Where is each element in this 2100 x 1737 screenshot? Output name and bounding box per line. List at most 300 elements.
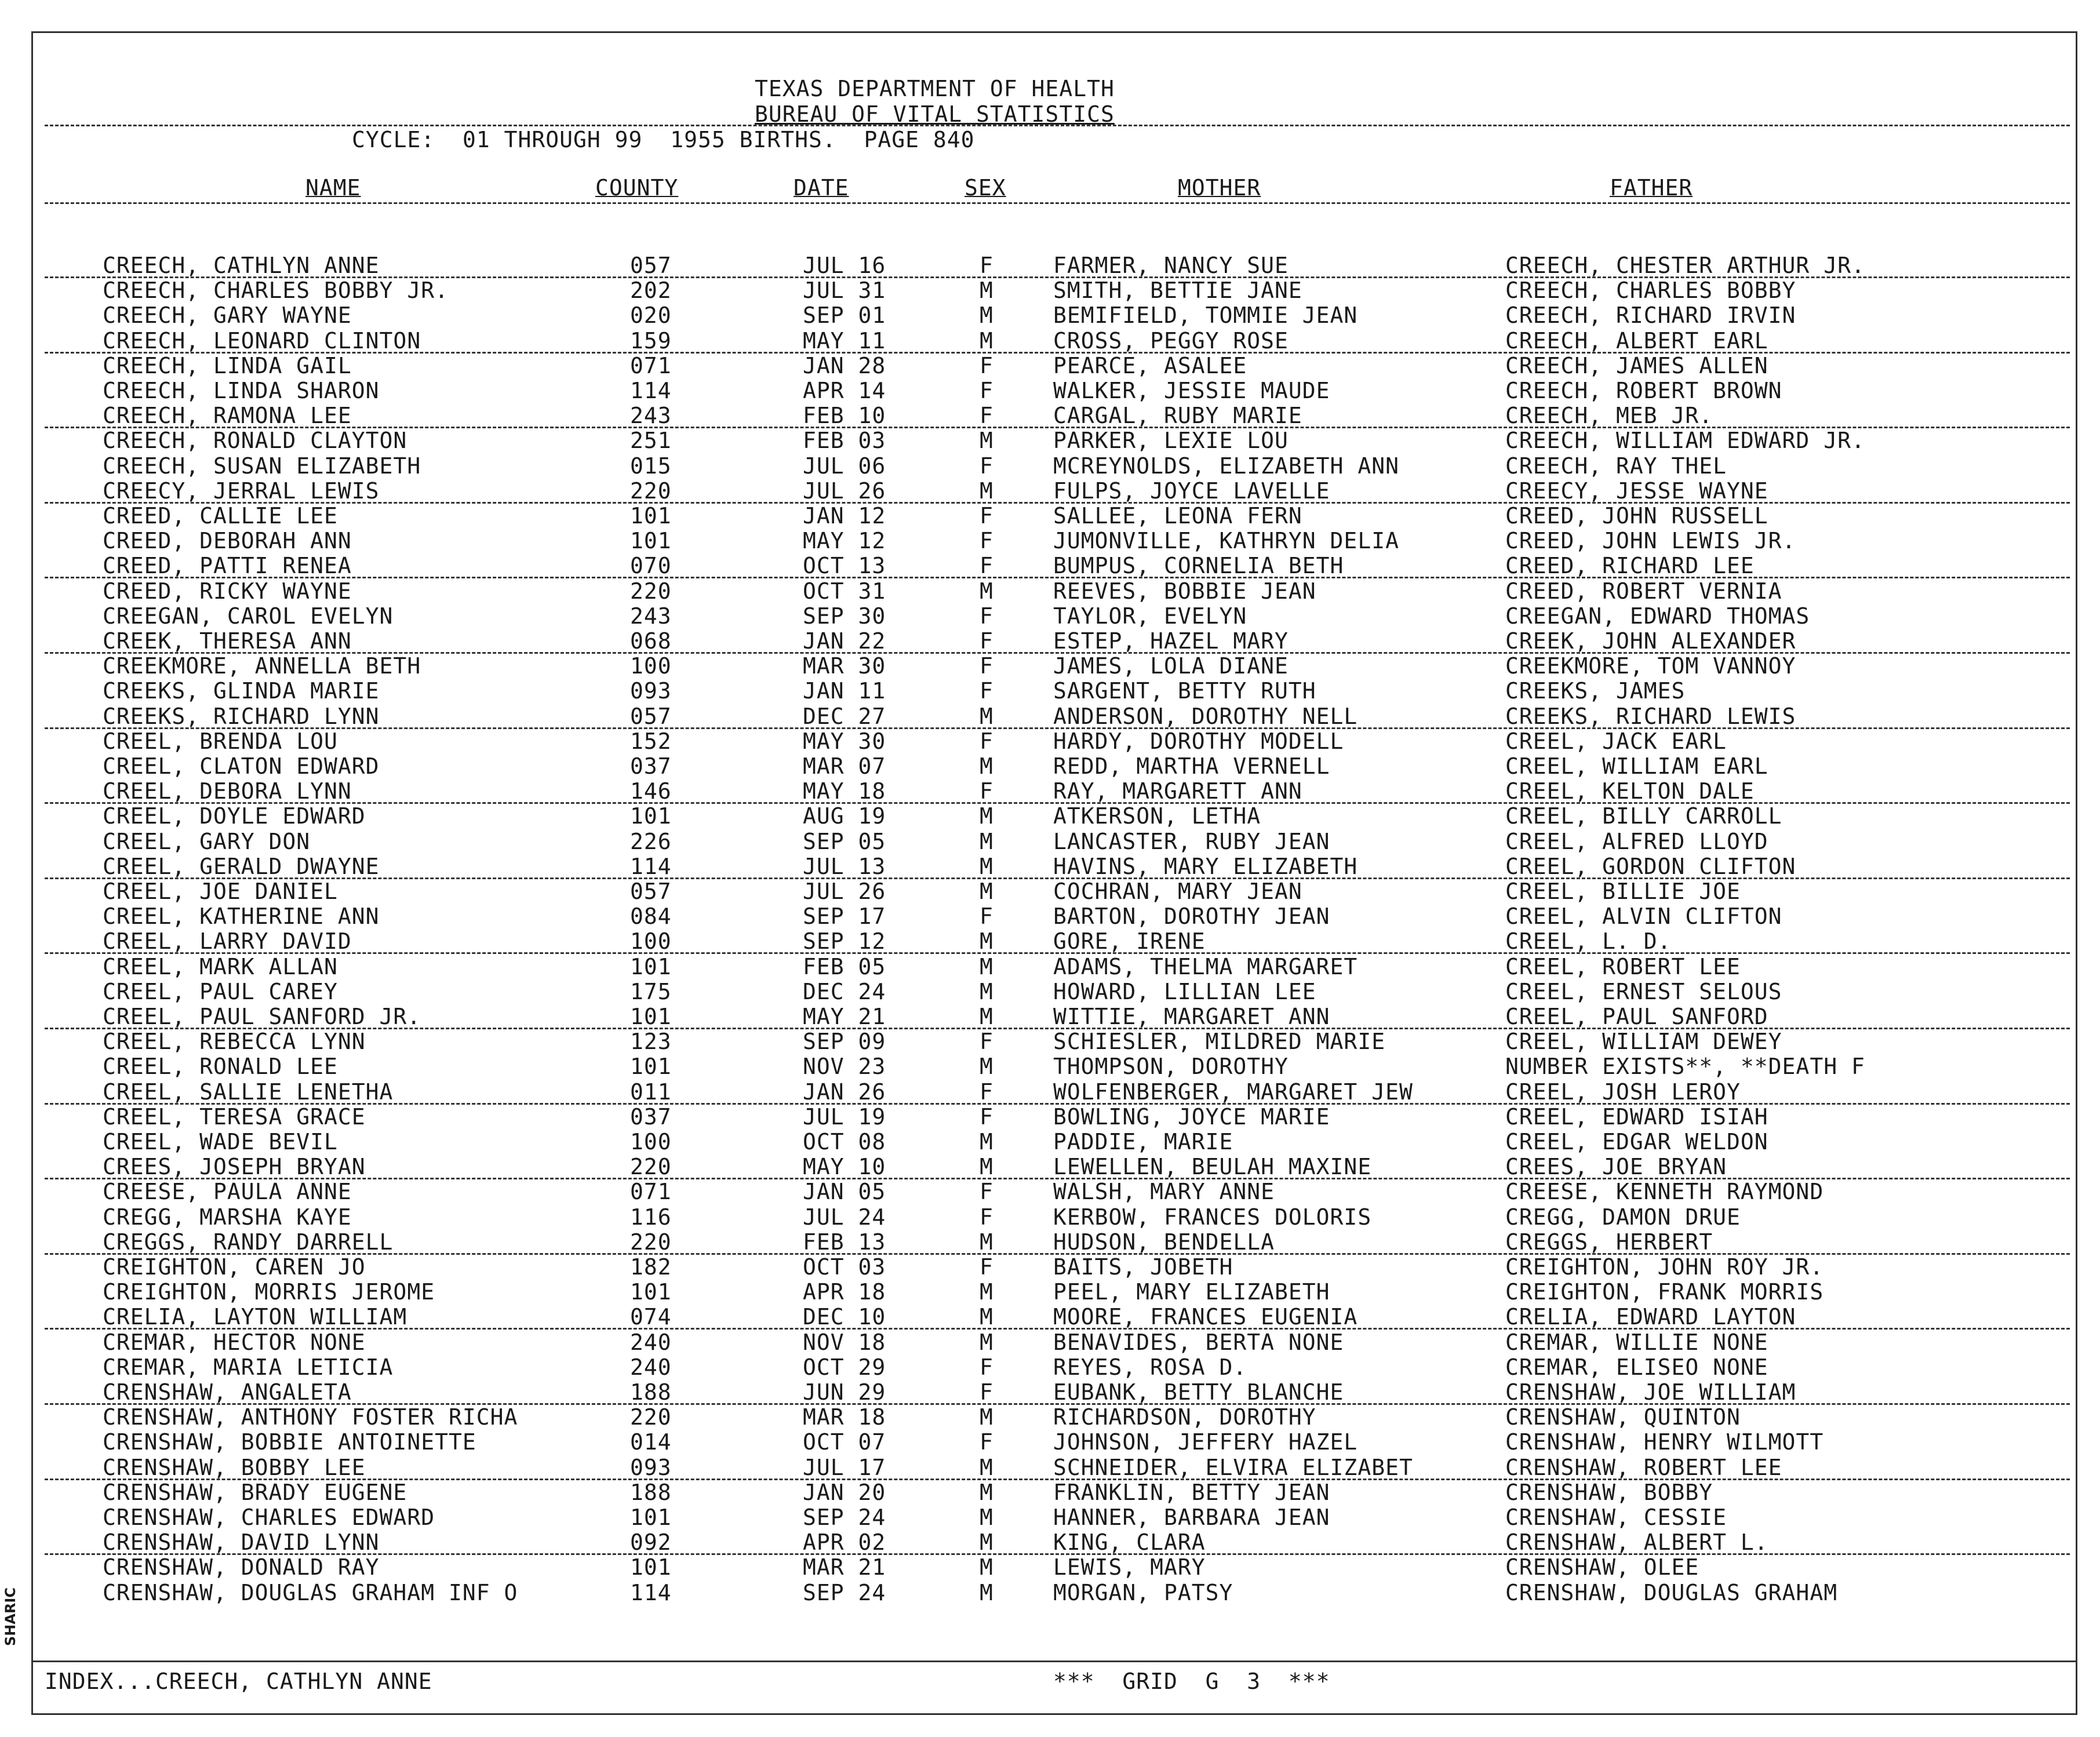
table-row — [33, 1380, 2076, 1405]
cell-sex: F — [980, 253, 993, 278]
cell-date: SEP 24 — [803, 1579, 886, 1605]
cell-mother: SMITH, BETTIE JANE — [1053, 278, 1302, 304]
cell-name: CRENSHAW, DONALD RAY — [103, 1554, 380, 1581]
cell-name: CREEL, KATHERINE ANN — [103, 904, 380, 930]
cell-mother: HAVINS, MARY ELIZABETH — [1053, 853, 1358, 879]
cell-name: CREECH, GARY WAYNE — [103, 303, 352, 329]
cell-mother: MORGAN, PATSY — [1053, 1579, 1233, 1605]
cell-date: NOV 18 — [803, 1329, 886, 1355]
cell-mother: PARKER, LEXIE LOU — [1053, 428, 1289, 454]
cell-name: CRENSHAW, BOBBIE ANTOINETTE — [103, 1429, 476, 1455]
cell-mother: PADDIE, MARIE — [1053, 1129, 1233, 1155]
cell-date: JAN 22 — [803, 628, 886, 654]
cell-county: 101 — [630, 503, 672, 529]
cell-sex: F — [980, 1379, 993, 1405]
cell-mother: EUBANK, BETTY BLANCHE — [1053, 1379, 1344, 1405]
cell-sex: M — [980, 1530, 993, 1556]
cell-father: CREEL, EDGAR WELDON — [1505, 1129, 1768, 1155]
cell-sex: F — [980, 1204, 993, 1230]
cell-county: 093 — [630, 678, 672, 704]
cell-name: CREEGAN, CAROL EVELYN — [103, 603, 394, 629]
cell-father: CRENSHAW, ROBERT LEE — [1505, 1454, 1782, 1480]
cell-name: CREEL, WADE BEVIL — [103, 1129, 338, 1155]
cell-county: 240 — [630, 1329, 672, 1355]
cell-date: SEP 24 — [803, 1505, 886, 1530]
cell-mother: LEWIS, MARY — [1053, 1554, 1206, 1581]
table-row — [33, 604, 2076, 629]
cell-mother: WOLFENBERGER, MARGARET JEW — [1053, 1079, 1413, 1105]
cell-county: 116 — [630, 1204, 672, 1230]
cell-county: 100 — [630, 653, 672, 679]
cell-sex: F — [980, 453, 993, 479]
cell-mother: PEARCE, ASALEE — [1053, 352, 1247, 378]
cell-date: JAN 11 — [803, 678, 886, 704]
col-sex: SEX — [965, 175, 1006, 201]
cell-name: CREECH, LINDA SHARON — [103, 378, 380, 403]
cell-father: CREECH, JAMES ALLEN — [1505, 352, 1768, 378]
cell-father: CRENSHAW, JOE WILLIAM — [1505, 1379, 1796, 1405]
cell-mother: ADAMS, THELMA MARGARET — [1053, 953, 1358, 979]
table-row — [33, 329, 2076, 354]
cell-mother: BAITS, JOBETH — [1053, 1254, 1233, 1280]
cell-name: CREEL, TERESA GRACE — [103, 1104, 366, 1130]
cell-sex: M — [980, 1505, 993, 1530]
cell-county: 015 — [630, 453, 672, 479]
table-row — [33, 1230, 2076, 1255]
cell-date: DEC 10 — [803, 1304, 886, 1330]
cell-mother: SCHIESLER, MILDRED MARIE — [1053, 1029, 1386, 1055]
cell-sex: F — [980, 1179, 993, 1205]
cell-mother: FRANKLIN, BETTY JEAN — [1053, 1479, 1330, 1505]
cell-mother: PEEL, MARY ELIZABETH — [1053, 1279, 1330, 1305]
cell-county: 101 — [630, 1279, 672, 1305]
cell-name: CREEKS, RICHARD LYNN — [103, 703, 380, 729]
cell-father: CREED, JOHN LEWIS JR. — [1505, 528, 1796, 554]
cell-date: JUL 13 — [803, 853, 886, 879]
cell-county: 101 — [630, 953, 672, 979]
cell-father: CREECH, RICHARD IRVIN — [1505, 303, 1796, 329]
cell-sex: M — [980, 753, 993, 779]
cell-name: CRENSHAW, BRADY EUGENE — [103, 1479, 407, 1505]
cell-father: CREECY, JESSE WAYNE — [1505, 478, 1768, 504]
cell-name: CREECH, RAMONA LEE — [103, 403, 352, 429]
cell-date: OCT 03 — [803, 1254, 886, 1280]
cell-mother: REEVES, BOBBIE JEAN — [1053, 578, 1316, 604]
cell-county: 182 — [630, 1254, 672, 1280]
cell-sex: F — [980, 1254, 993, 1280]
cell-mother: ATKERSON, LETHA — [1053, 803, 1261, 829]
cell-father: CREESE, KENNETH RAYMOND — [1505, 1179, 1824, 1205]
cell-county: 220 — [630, 578, 672, 604]
cell-date: OCT 29 — [803, 1354, 886, 1380]
cell-county: 057 — [630, 253, 672, 278]
cell-sex: F — [980, 603, 993, 629]
cell-date: MAR 07 — [803, 753, 886, 779]
table-row — [33, 955, 2076, 979]
cell-county: 071 — [630, 352, 672, 378]
table-row — [33, 754, 2076, 779]
cell-mother: LANCASTER, RUBY JEAN — [1053, 828, 1330, 854]
cell-county: 101 — [630, 1554, 672, 1581]
cell-mother: KING, CLARA — [1053, 1530, 1206, 1556]
cell-county: 220 — [630, 1154, 672, 1180]
cell-father: CREEL, ALVIN CLIFTON — [1505, 904, 1782, 930]
cell-mother: WALSH, MARY ANNE — [1053, 1179, 1275, 1205]
cell-county: 202 — [630, 278, 672, 304]
cell-sex: F — [980, 503, 993, 529]
table-row — [33, 579, 2076, 604]
cell-county: 226 — [630, 828, 672, 854]
cell-mother: HUDSON, BENDELLA — [1053, 1229, 1275, 1255]
cell-county: 220 — [630, 1229, 672, 1255]
cell-county: 057 — [630, 703, 672, 729]
cell-mother: SARGENT, BETTY RUTH — [1053, 678, 1316, 704]
cell-mother: SCHNEIDER, ELVIRA ELIZABET — [1053, 1454, 1413, 1480]
cell-date: AUG 19 — [803, 803, 886, 829]
table-row — [33, 378, 2076, 403]
cell-sex: M — [980, 1454, 993, 1480]
cell-name: CREGG, MARSHA KAYE — [103, 1204, 352, 1230]
cell-mother: HOWARD, LILLIAN LEE — [1053, 978, 1316, 1004]
cell-father: CREES, JOE BRYAN — [1505, 1154, 1727, 1180]
cell-county: 188 — [630, 1379, 672, 1405]
cell-county: 020 — [630, 303, 672, 329]
table-row — [33, 1255, 2076, 1280]
cell-name: CREEK, THERESA ANN — [103, 628, 352, 654]
table-row — [33, 1080, 2076, 1105]
cell-father: CREEL, PAUL SANFORD — [1505, 1004, 1768, 1029]
cell-father: CRELIA, EDWARD LAYTON — [1505, 1304, 1796, 1330]
cell-father: CREEKS, RICHARD LEWIS — [1505, 703, 1796, 729]
cell-sex: M — [980, 1154, 993, 1180]
cell-name: CREGGS, RANDY DARRELL — [103, 1229, 394, 1255]
column-header-divider — [45, 202, 2070, 204]
cell-name: CRENSHAW, DAVID LYNN — [103, 1530, 380, 1556]
table-row — [33, 1054, 2076, 1079]
cell-sex: M — [980, 853, 993, 879]
cell-name: CREECY, JERRAL LEWIS — [103, 478, 380, 504]
cell-date: SEP 17 — [803, 904, 886, 930]
cell-sex: M — [980, 1304, 993, 1330]
table-row — [33, 1581, 2076, 1605]
cell-date: JUL 17 — [803, 1454, 886, 1480]
cell-county: 037 — [630, 1104, 672, 1130]
cell-date: JAN 12 — [803, 503, 886, 529]
cell-date: NOV 23 — [803, 1054, 886, 1080]
cell-name: CREEL, REBECCA LYNN — [103, 1029, 366, 1055]
cell-date: MAY 11 — [803, 327, 886, 354]
cell-father: CREEKS, JAMES — [1505, 678, 1686, 704]
header-divider — [45, 125, 2070, 126]
cell-date: MAR 18 — [803, 1404, 886, 1430]
cell-father: CRENSHAW, QUINTON — [1505, 1404, 1741, 1430]
cell-father: CREGG, DAMON DRUE — [1505, 1204, 1741, 1230]
cell-date: APR 14 — [803, 378, 886, 403]
footer-index: INDEX...CREECH, CATHLYN ANNE — [45, 1669, 432, 1694]
cell-father: CREIGHTON, JOHN ROY JR. — [1505, 1254, 1824, 1280]
cell-date: OCT 08 — [803, 1129, 886, 1155]
cell-mother: REDD, MARTHA VERNELL — [1053, 753, 1330, 779]
cell-date: JUL 26 — [803, 478, 886, 504]
side-tag: SHARIC — [2, 1587, 19, 1646]
table-row — [33, 904, 2076, 929]
cell-date: FEB 10 — [803, 403, 886, 429]
table-row — [33, 1555, 2076, 1580]
cell-mother: ANDERSON, DOROTHY NELL — [1053, 703, 1358, 729]
cell-name: CREESE, PAULA ANNE — [103, 1179, 352, 1205]
table-row — [33, 1280, 2076, 1305]
cell-father: CREEL, WILLIAM EARL — [1505, 753, 1768, 779]
cell-sex: F — [980, 403, 993, 429]
cell-date: JUL 16 — [803, 253, 886, 278]
cell-sex: M — [980, 1054, 993, 1080]
cell-sex: M — [980, 803, 993, 829]
cell-sex: M — [980, 879, 993, 904]
cell-date: MAY 21 — [803, 1004, 886, 1029]
cell-county: 101 — [630, 803, 672, 829]
cell-date: OCT 07 — [803, 1429, 886, 1455]
cell-name: CRENSHAW, DOUGLAS GRAHAM INF O — [103, 1579, 518, 1605]
col-mother: MOTHER — [1178, 175, 1261, 201]
cell-mother: JAMES, LOLA DIANE — [1053, 653, 1289, 679]
cell-name: CREEL, RONALD LEE — [103, 1054, 338, 1080]
cell-county: 114 — [630, 378, 672, 403]
cell-mother: MCREYNOLDS, ELIZABETH ANN — [1053, 453, 1399, 479]
cell-sex: F — [980, 553, 993, 579]
cell-mother: BARTON, DOROTHY JEAN — [1053, 904, 1330, 930]
table-row — [33, 1004, 2076, 1029]
cell-sex: M — [980, 1404, 993, 1430]
cell-county: 220 — [630, 478, 672, 504]
cell-father: CREEL, L. D. — [1505, 928, 1672, 955]
cell-mother: HARDY, DOROTHY MODELL — [1053, 728, 1344, 754]
table-row — [33, 1430, 2076, 1455]
cell-county: 101 — [630, 1054, 672, 1080]
cell-father: CREMAR, WILLIE NONE — [1505, 1329, 1768, 1355]
cell-father: CREIGHTON, FRANK MORRIS — [1505, 1279, 1824, 1305]
cell-father: CREGGS, HERBERT — [1505, 1229, 1713, 1255]
cell-mother: RAY, MARGARETT ANN — [1053, 778, 1302, 804]
cell-county: 114 — [630, 1579, 672, 1605]
cell-date: MAY 18 — [803, 778, 886, 804]
cell-county: 175 — [630, 978, 672, 1004]
col-name: NAME — [305, 175, 361, 201]
table-row — [33, 779, 2076, 804]
cell-sex: F — [980, 904, 993, 930]
table-row — [33, 253, 2076, 278]
cell-father: CREMAR, ELISEO NONE — [1505, 1354, 1768, 1380]
cell-father: CREED, JOHN RUSSELL — [1505, 503, 1768, 529]
cell-sex: F — [980, 678, 993, 704]
table-row — [33, 1130, 2076, 1155]
table-row — [33, 1455, 2076, 1480]
cell-mother: ESTEP, HAZEL MARY — [1053, 628, 1289, 654]
cell-name: CRENSHAW, BOBBY LEE — [103, 1454, 366, 1480]
table-row — [33, 553, 2076, 578]
cell-date: FEB 05 — [803, 953, 886, 979]
cell-father: CRENSHAW, HENRY WILMOTT — [1505, 1429, 1824, 1455]
cell-name: CREEL, PAUL CAREY — [103, 978, 338, 1004]
document-frame — [31, 31, 2077, 1715]
cell-name: CREEL, LARRY DAVID — [103, 928, 352, 955]
cell-name: CREECH, CATHLYN ANNE — [103, 253, 380, 278]
cell-father: CREEL, ERNEST SELOUS — [1505, 978, 1782, 1004]
col-father: FATHER — [1610, 175, 1693, 201]
cell-father: CREECH, CHESTER ARTHUR JR. — [1505, 253, 1865, 278]
cell-county: 011 — [630, 1079, 672, 1105]
cell-mother: WITTIE, MARGARET ANN — [1053, 1004, 1330, 1029]
cell-father: CREED, RICHARD LEE — [1505, 553, 1755, 579]
cell-county: 240 — [630, 1354, 672, 1380]
table-row — [33, 1530, 2076, 1555]
cell-name: CREECH, SUSAN ELIZABETH — [103, 453, 421, 479]
cell-name: CRENSHAW, ANGALETA — [103, 1379, 352, 1405]
cell-sex: M — [980, 303, 993, 329]
table-row — [33, 1105, 2076, 1130]
cell-father: CREED, ROBERT VERNIA — [1505, 578, 1782, 604]
cell-date: MAR 30 — [803, 653, 886, 679]
cell-county: 146 — [630, 778, 672, 804]
cell-sex: F — [980, 352, 993, 378]
cell-mother: BUMPUS, CORNELIA BETH — [1053, 553, 1344, 579]
cell-mother: BEMIFIELD, TOMMIE JEAN — [1053, 303, 1358, 329]
table-row — [33, 929, 2076, 954]
cell-mother: LEWELLEN, BEULAH MAXINE — [1053, 1154, 1372, 1180]
table-row — [33, 829, 2076, 854]
cell-sex: M — [980, 1554, 993, 1581]
cell-father: CREEK, JOHN ALEXANDER — [1505, 628, 1796, 654]
cell-sex: M — [980, 478, 993, 504]
table-row — [33, 1330, 2076, 1355]
cell-sex: M — [980, 828, 993, 854]
header-cycle: CYCLE: 01 THROUGH 99 1955 BIRTHS. PAGE 840 — [352, 127, 975, 152]
cell-sex: F — [980, 653, 993, 679]
cell-name: CREMAR, HECTOR NONE — [103, 1329, 366, 1355]
table-row — [33, 729, 2076, 754]
cell-name: CREED, RICKY WAYNE — [103, 578, 352, 604]
cell-name: CREEL, BRENDA LOU — [103, 728, 338, 754]
cell-father: CRENSHAW, ALBERT L. — [1505, 1530, 1768, 1556]
cell-sex: M — [980, 1279, 993, 1305]
cell-date: JUL 26 — [803, 879, 886, 904]
cell-date: JUL 19 — [803, 1104, 886, 1130]
cell-sex: M — [980, 327, 993, 354]
cell-sex: M — [980, 953, 993, 979]
col-county: COUNTY — [595, 175, 679, 201]
cell-father: CREEL, WILLIAM DEWEY — [1505, 1029, 1782, 1055]
cell-county: 092 — [630, 1530, 672, 1556]
cell-sex: M — [980, 1004, 993, 1029]
cell-date: APR 18 — [803, 1279, 886, 1305]
cell-sex: F — [980, 628, 993, 654]
table-row — [33, 1480, 2076, 1505]
cell-county: 243 — [630, 403, 672, 429]
cell-county: 100 — [630, 1129, 672, 1155]
cell-county: 084 — [630, 904, 672, 930]
cell-county: 068 — [630, 628, 672, 654]
cell-father: CREEL, BILLY CARROLL — [1505, 803, 1782, 829]
cell-county: 152 — [630, 728, 672, 754]
cell-father: CREEL, KELTON DALE — [1505, 778, 1755, 804]
cell-name: CREED, PATTI RENEA — [103, 553, 352, 579]
cell-name: CREEL, GERALD DWAYNE — [103, 853, 380, 879]
cell-county: 100 — [630, 928, 672, 955]
cell-mother: JUMONVILLE, KATHRYN DELIA — [1053, 528, 1399, 554]
table-row — [33, 1205, 2076, 1230]
cell-sex: F — [980, 1029, 993, 1055]
cell-county: 220 — [630, 1404, 672, 1430]
cell-mother: FULPS, JOYCE LAVELLE — [1053, 478, 1330, 504]
cell-name: CREEL, JOE DANIEL — [103, 879, 338, 904]
cell-name: CREIGHTON, MORRIS JEROME — [103, 1279, 435, 1305]
cell-mother: CROSS, PEGGY ROSE — [1053, 327, 1289, 354]
cell-mother: TAYLOR, EVELYN — [1053, 603, 1247, 629]
cell-date: FEB 03 — [803, 428, 886, 454]
cell-father: CRENSHAW, CESSIE — [1505, 1505, 1727, 1530]
table-row — [33, 354, 2076, 378]
cell-sex: M — [980, 928, 993, 955]
cell-mother: BENAVIDES, BERTA NONE — [1053, 1329, 1344, 1355]
cell-sex: M — [980, 978, 993, 1004]
cell-father: CREEGAN, EDWARD THOMAS — [1505, 603, 1810, 629]
cell-name: CREEL, SALLIE LENETHA — [103, 1079, 394, 1105]
cell-county: 101 — [630, 1505, 672, 1530]
cell-date: SEP 05 — [803, 828, 886, 854]
cell-father: CREEL, JOSH LEROY — [1505, 1079, 1741, 1105]
cell-county: 123 — [630, 1029, 672, 1055]
cell-name: CRENSHAW, CHARLES EDWARD — [103, 1505, 435, 1530]
cell-date: OCT 13 — [803, 553, 886, 579]
table-row — [33, 679, 2076, 704]
cell-county: 114 — [630, 853, 672, 879]
cell-father: CRENSHAW, OLEE — [1505, 1554, 1699, 1581]
cell-date: JAN 05 — [803, 1179, 886, 1205]
cell-father: CREEKMORE, TOM VANNOY — [1505, 653, 1796, 679]
cell-mother: RICHARDSON, DOROTHY — [1053, 1404, 1316, 1430]
table-row — [33, 879, 2076, 904]
table-row — [33, 979, 2076, 1004]
cell-date: JUL 24 — [803, 1204, 886, 1230]
cell-father: CREEL, ALFRED LLOYD — [1505, 828, 1768, 854]
cell-father: CREECH, MEB JR. — [1505, 403, 1713, 429]
cell-date: JUN 29 — [803, 1379, 886, 1405]
cell-father: NUMBER EXISTS**, **DEATH F — [1505, 1054, 1865, 1080]
cell-name: CREMAR, MARIA LETICIA — [103, 1354, 394, 1380]
table-row — [33, 1405, 2076, 1430]
cell-name: CRELIA, LAYTON WILLIAM — [103, 1304, 407, 1330]
cell-name: CREECH, RONALD CLAYTON — [103, 428, 407, 454]
cell-father: CRENSHAW, BOBBY — [1505, 1479, 1713, 1505]
cell-sex: M — [980, 578, 993, 604]
table-row — [33, 278, 2076, 303]
table-row — [33, 303, 2076, 328]
cell-father: CREEL, BILLIE JOE — [1505, 879, 1741, 904]
table-row — [33, 1505, 2076, 1530]
cell-sex: F — [980, 528, 993, 554]
cell-name: CREEKS, GLINDA MARIE — [103, 678, 380, 704]
cell-name: CREEL, GARY DON — [103, 828, 311, 854]
cell-mother: BOWLING, JOYCE MARIE — [1053, 1104, 1330, 1130]
cell-sex: M — [980, 428, 993, 454]
cell-county: 251 — [630, 428, 672, 454]
cell-name: CREED, DEBORAH ANN — [103, 528, 352, 554]
cell-name: CREECH, LEONARD CLINTON — [103, 327, 421, 354]
cell-county: 159 — [630, 327, 672, 354]
cell-name: CREECH, CHARLES BOBBY JR. — [103, 278, 449, 304]
cell-date: MAR 21 — [803, 1554, 886, 1581]
cell-name: CREEL, DOYLE EDWARD — [103, 803, 366, 829]
cell-county: 014 — [630, 1429, 672, 1455]
